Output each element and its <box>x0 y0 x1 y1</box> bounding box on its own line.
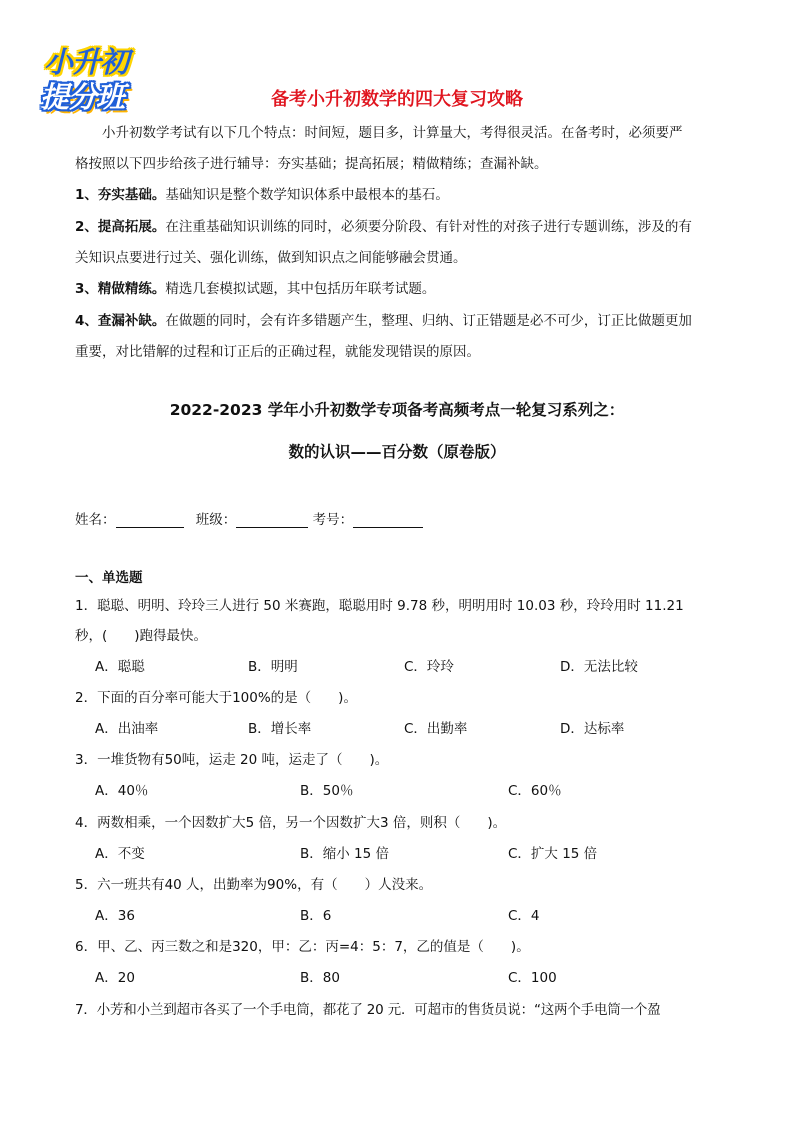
question-1-option-c[interactable]: C．玲玲 <box>404 659 454 675</box>
strategy-point-1-heading: 1、夯实基础。 <box>75 187 166 203</box>
strategy-intro-line-1: 小升初数学考试有以下几个特点：时间短，题目多，计算量大，考得很灵活。在备考时，必须要严 <box>102 125 683 141</box>
question-1-line-2: 秒，( )跑得最快。 <box>75 628 208 644</box>
class-blank[interactable] <box>236 511 308 528</box>
question-1-option-d[interactable]: D．无法比较 <box>560 659 638 675</box>
question-4-option-c[interactable]: C．扩大 15 倍 <box>508 846 598 862</box>
strategy-point-3-heading: 3、精做精练。 <box>75 281 166 297</box>
question-5-line-1: 5．六一班共有40 人，出勤率为90%，有（ ）人没来。 <box>75 877 433 893</box>
question-2-option-a[interactable]: A．出油率 <box>95 721 159 737</box>
strategy-point-2-heading: 2、提高拓展。 <box>75 219 166 235</box>
section-title: 一、单选题 <box>75 570 143 586</box>
class-label: 班级： <box>195 512 237 528</box>
strategy-title: 备考小升初数学的四大复习攻略 <box>271 89 523 110</box>
strategy-point-1-text: 基础知识是整个数学知识体系中最根本的基石。 <box>165 187 449 203</box>
logo-line-2: 提分班 <box>40 80 125 114</box>
question-2-line-1: 2．下面的百分率可能大于100%的是（ )。 <box>75 690 357 706</box>
question-5-option-a[interactable]: A．36 <box>95 908 135 924</box>
student-info-row <box>75 508 423 528</box>
question-3-line-1: 3．一堆货物有50吨，运走 20 吨，运走了（ )。 <box>75 752 389 768</box>
strategy-point-2-text: 在注重基础知识训练的同时，必须要分阶段、有针对性的对孩子进行专题训练，涉及的有 <box>165 219 692 235</box>
question-4-option-b[interactable]: B．缩小 15 倍 <box>300 846 390 862</box>
question-2-option-d[interactable]: D．达标率 <box>560 721 625 737</box>
question-1-line-1: 1．聪聪、明明、玲玲三人进行 50 米赛跑，聪聪用时 9.78 秒，明明用时 10.03 秒，玲玲用时 11.21 <box>75 598 684 614</box>
question-7-line-1: 7．小芳和小兰到超市各买了一个手电筒，都花了 20 元．可超市的售货员说：“这两个手电筒一个盈 <box>75 1002 661 1018</box>
strategy-point-4-heading: 4、查漏补缺。 <box>75 313 166 329</box>
strategy-point-1 <box>75 180 725 211</box>
strategy-point-4-line-2: 重要，对比错解的过程和订正后的正确过程，就能发现错误的原因。 <box>75 344 480 360</box>
exam-no-label: 考号： <box>312 512 354 528</box>
question-4-line-1: 4．两数相乘，一个因数扩大5 倍，另一个因数扩大3 倍，则积（ )。 <box>75 815 507 831</box>
strategy-point-4 <box>75 306 725 337</box>
question-5-option-b[interactable]: B．6 <box>300 908 332 924</box>
question-3-option-c[interactable]: C．60％ <box>508 783 562 799</box>
strategy-point-3 <box>75 274 725 305</box>
question-4-option-a[interactable]: A．不变 <box>95 846 145 862</box>
question-1-option-b[interactable]: B．明明 <box>248 659 298 675</box>
strategy-point-3-text: 精选几套模拟试题，其中包括历年联考试题。 <box>165 281 436 297</box>
question-3-option-b[interactable]: B．50％ <box>300 783 354 799</box>
logo-line-1: 小升初 <box>44 45 129 79</box>
strategy-intro-line-2: 格按照以下四步给孩子进行辅导：夯实基础；提高拓展；精做精练；查漏补缺。 <box>75 156 548 172</box>
question-6-line-1: 6．甲、乙、丙三数之和是320，甲：乙：丙=4：5：7，乙的值是（ )。 <box>75 939 530 955</box>
exam-no-blank[interactable] <box>353 511 423 528</box>
question-2-option-c[interactable]: C．出勤率 <box>404 721 468 737</box>
question-3-option-a[interactable]: A．40％ <box>95 783 149 799</box>
doc-title-line-1: 2022-2023 学年小升初数学专项备考高频考点一轮复习系列之： <box>169 401 625 419</box>
question-6-option-b[interactable]: B．80 <box>300 970 340 986</box>
question-1-option-a[interactable]: A．聪聪 <box>95 659 145 675</box>
strategy-point-4-text: 在做题的同时，会有许多错题产生，整理、归纳、订正错题是必不可少，订正比做题更加 <box>165 313 692 329</box>
question-2-option-b[interactable]: B．增长率 <box>248 721 312 737</box>
name-blank[interactable] <box>116 511 184 528</box>
name-label: 姓名： <box>75 512 116 528</box>
question-6-option-c[interactable]: C．100 <box>508 970 557 986</box>
question-6-option-a[interactable]: A．20 <box>95 970 135 986</box>
strategy-point-2-line-2: 关知识点要进行过关、强化训练，做到知识点之间能够融会贯通。 <box>75 250 467 266</box>
strategy-point-2 <box>75 212 725 243</box>
doc-title-line-2: 数的认识——百分数（原卷版） <box>288 443 506 461</box>
question-5-option-c[interactable]: C．4 <box>508 908 540 924</box>
